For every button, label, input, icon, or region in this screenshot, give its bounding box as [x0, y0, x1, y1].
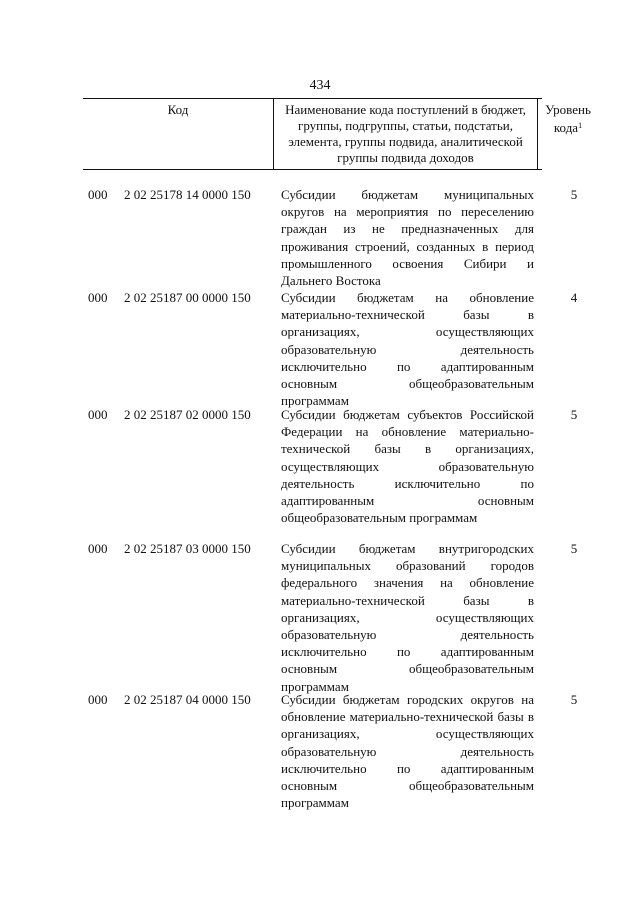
header-level	[538, 102, 598, 136]
code-level: 5	[570, 407, 578, 422]
code-level: 4	[570, 290, 578, 305]
admin-code: 000	[88, 692, 108, 707]
income-name: Субсидии бюджетам внутригородских муниципальных образований городов федерального значения на обновление материально-технической базы в организациях, осуществляющих образовательную деятельность исключительно по адаптированным основным общеобразовательным программам	[281, 541, 534, 694]
header-level-footnote: 1	[578, 121, 583, 130]
income-code: 2 02 25187 02 0000 150	[124, 407, 251, 422]
code-level: 5	[570, 187, 578, 202]
income-code: 2 02 25187 03 0000 150	[124, 541, 251, 556]
admin-code: 000	[88, 187, 108, 202]
income-name: Субсидии бюджетам на обновление материально-технической базы в организациях, осуществляющих образовательную деятельность исключительно по адаптированным основным общеобразовательным программам	[281, 290, 534, 409]
income-name: Субсидии бюджетам городских округов на обновление материально-технической базы в организациях, осуществляющих образовательную деятельность исключительно по адаптированным основным общеобразовательным программам	[281, 692, 534, 811]
header-name: Наименование кода поступлений в бюджет, группы, подгруппы, статьи, подстатьи, элемента, группы подвида, аналитической группы подвида доходов	[285, 102, 526, 165]
income-code: 2 02 25187 04 0000 150	[124, 692, 251, 707]
table-header	[83, 98, 591, 170]
code-level: 5	[570, 541, 578, 556]
admin-code: 000	[88, 541, 108, 556]
code-level: 5	[570, 692, 578, 707]
income-code: 2 02 25178 14 0000 150	[124, 187, 251, 202]
page-number: 434	[309, 78, 331, 93]
income-name: Субсидии бюджетам субъектов Российской Федерации на обновление материально-технической базы в организациях, осуществляющих образовательную деятельность исключительно по адаптированным основным общеобразовательным программам	[281, 407, 534, 526]
header-level-label: Уровень кода	[545, 102, 591, 135]
header-code: Код	[167, 102, 189, 117]
income-name: Субсидии бюджетам муниципальных округов на мероприятия по переселению граждан из не предназначенных для проживания строений, созданных в период промышленного освоения Сибири и Дальнего Востока	[281, 187, 534, 289]
admin-code: 000	[88, 407, 108, 422]
income-code: 2 02 25187 00 0000 150	[124, 290, 251, 305]
admin-code: 000	[88, 290, 108, 305]
